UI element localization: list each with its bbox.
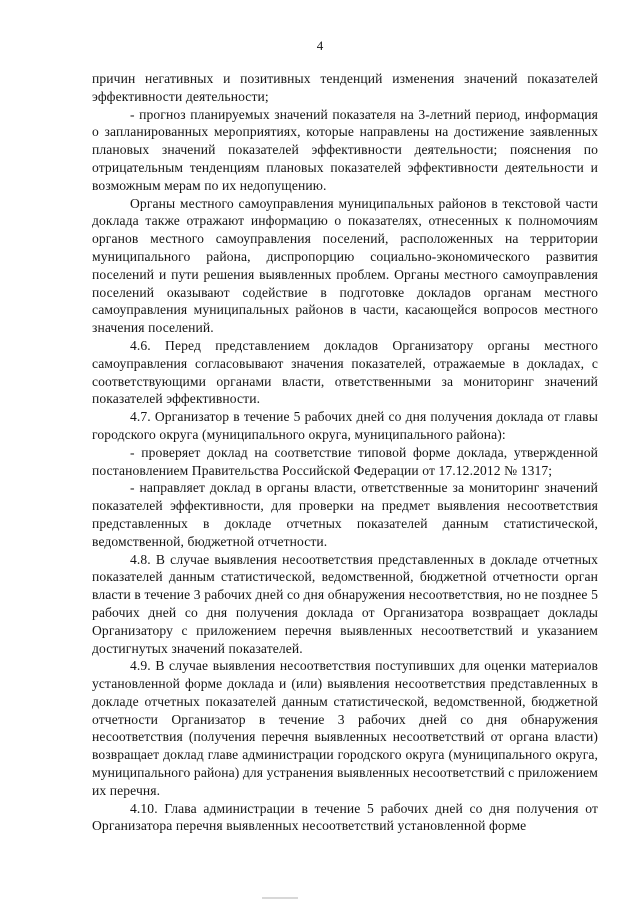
page-number: 4 — [316, 38, 324, 53]
paragraph-forecast-item: - прогноз планируемых значений показателя на 3-летний период, информация о запланированных мероприятиях, которые направлены на достижение заявленных плановых значений показателей эффективности деятельности; пояснения по отрицательным тенденциям плановых показателей эффективности деятельности и возможным мерам по их недопущению. — [92, 106, 598, 193]
paragraph-continuation: причин негативных и позитивных тенденций изменения значений показателей эффективности деятельности; — [92, 71, 598, 104]
paragraph-4-9: 4.9. В случае выявления несоответствия поступивших для оценки материалов установленной форме доклада и (или) выявления несоответствия представленных в докладе отчетных показателей данным статистической, ведомственной, бюджетной отчетности Организатор в течение 3 рабочих дней со дня обнаружения несоответствия (получения перечня выявленных несоответствий от органа власти) возвращает доклад главе администрации городского округа (муниципального округа, муниципального района) для устранения выявленных несоответствий с приложением их перечня. — [92, 658, 598, 798]
paragraph-4-7-send: - направляет доклад в органы власти, ответственные за мониторинг значений показателей эффективности, для проверки на предмет выявления несоответствия представленных в докладе отчетных показателей данным статистической, ведомственной, бюджетной отчетности. — [92, 480, 598, 549]
paragraph-4-7: 4.7. Организатор в течение 5 рабочих дней со дня получения доклада от главы городского округа (муниципального округа, муниципального района): — [92, 409, 598, 442]
paragraph-4-10: 4.10. Глава администрации в течение 5 рабочих дней со дня получения от Организатора перечня выявленных несоответствий установленной форме — [92, 800, 598, 834]
paragraph-municipal-districts: Органы местного самоуправления муниципальных районов в текстовой части доклада также отражают информацию о показателях, отнесенных к полномочиям органов местного самоуправления поселений, расположенных на территории муниципального района, диспропорцию социально-экономического развития поселений и пути решения выявленных проблем. Органы местного самоуправления поселений оказывают содействие в подготовке докладов органам местного самоуправления муниципальных районов в части, касающейся вопросов местного значения поселений. — [92, 195, 598, 336]
paragraph-4-8: 4.8. В случае выявления несоответствия представленных в докладе отчетных показателей данным статистической, ведомственной, бюджетной отчетности орган власти в течение 3 рабочих дней со дня обнаружения несоответствия, но не позднее 5 рабочих дней со дня получения доклада от Организатора возвращает доклады Организатору с приложением перечня выявленных несоответствий и указанием достигнутых значений показателей. — [92, 551, 598, 656]
paragraph-4-7-check: - проверяет доклад на соответствие типовой форме доклада, утвержденной постановлением Правительства Российской Федерации от 17.12.2012 № 1317; — [92, 444, 598, 478]
paragraph-4-6: 4.6. Перед представлением докладов Организатору органы местного самоуправления согласовывают значения показателей, отражаемые в докладах, с соответствующими органами власти, ответственными за мониторинг значений показателей эффективности. — [92, 337, 598, 407]
document-body — [92, 70, 598, 835]
scan-artifact — [262, 897, 298, 899]
